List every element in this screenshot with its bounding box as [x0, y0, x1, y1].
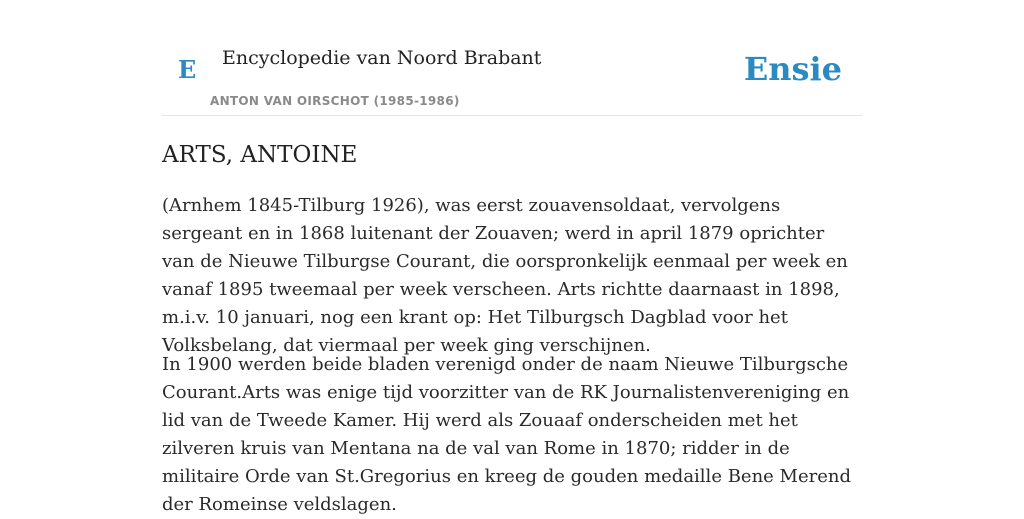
entry-paragraph: (Arnhem 1845-Tilburg 1926), was eerst zouavensoldaat, vervolgens sergeant en in 1868 luitenant der Zouaven; werd in april 1879 oprichter van de Nieuwe Tilburgse Courant, die oorspronkelijk eenmaal per week en vanaf 1895 tweemaal per week verscheen. Arts richtte daarnaast in 1898, m.i.v. 10 januari, nog een krant op: Het Tilburgsch Dagblad voor het Volksbelang, dat viermaal per week ging verschijnen. [162, 195, 848, 356]
header [162, 0, 862, 116]
ensie-logo[interactable]: Ensie [743, 50, 842, 88]
page [162, 0, 862, 515]
book-title[interactable]: Encyclopedie van Noord Brabant [222, 47, 542, 69]
book-logo[interactable]: E [178, 55, 197, 84]
entry-title: ARTS, ANTOINE [162, 142, 358, 168]
entry-paragraph: In 1900 werden beide bladen verenigd onder de naam Nieuwe Tilburgsche Courant.Arts was enige tijd voorzitter van de RK Journalistenvereniging en lid van de Tweede Kamer. Hij werd als Zouaaf onderscheiden met het zilveren kruis van Mentana na de val van Rome in 1870; ridder in de militaire Orde van St.Gregorius en kreeg de gouden medaille Bene Merend der Romeinse veldslagen. [162, 354, 851, 515]
book-author: ANTON VAN OIRSCHOT (1985-1986) [210, 94, 460, 108]
